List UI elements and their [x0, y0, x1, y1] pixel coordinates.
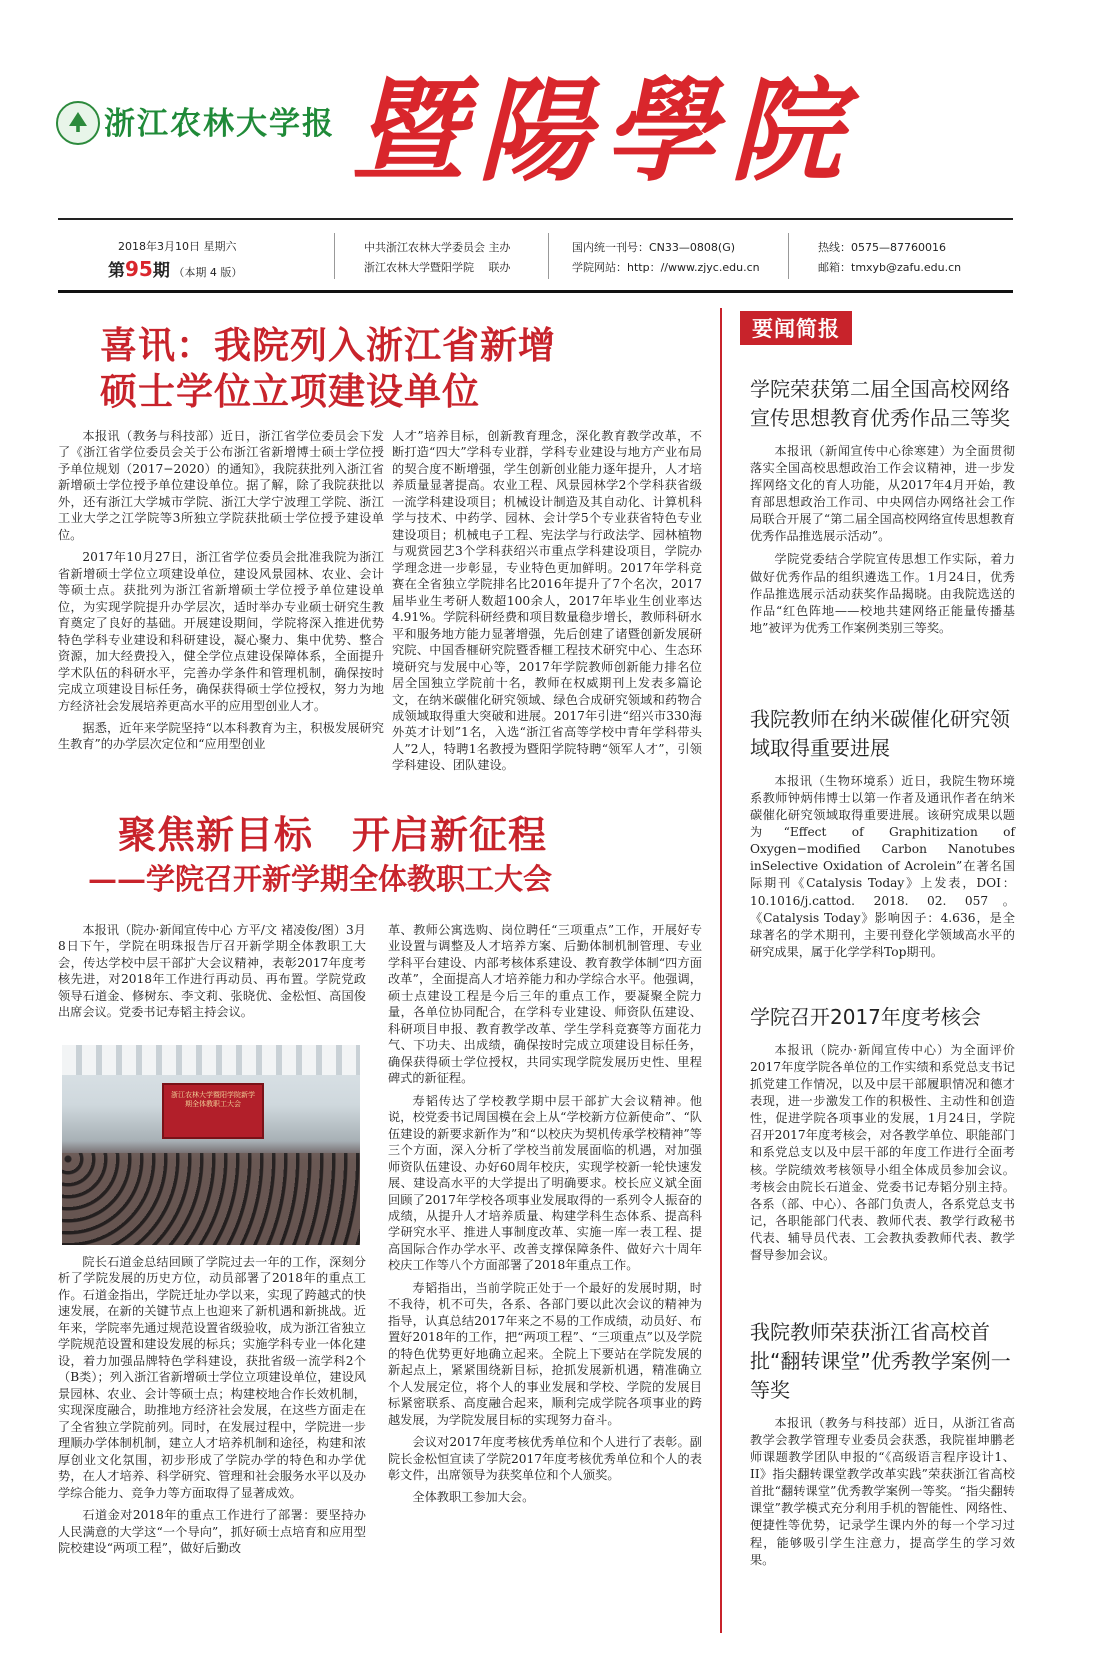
- info-divider: [334, 233, 335, 279]
- issue-info: [108, 254, 242, 285]
- paragraph: 院长石道金总结回顾了学院过去一年的工作，深刻分析了学院发展的历史方位，动员部署了2018年的重点工作。石道金指出，学院迁址办学以来，实现了跨越式的快速发展，在新的关键节点上也迎来了新机遇和新挑战。近年来，学院率先通过规范设置省级验收，成为浙江省独立学院规范设置和建设发展的标兵；实施学科专业一体化建设，着力加强品牌特色学科建设，获批省级一流学科2个（B类）；列入浙江省新增硕士学位立项建设单位，建设风景园林、农业、会计等硕士点；构建校地合作长效机制，实现深度融合，助推地方经济社会发展，在这些方面走在了全省独立学院前列。同时，在发展过程中，学院进一步理顺办学体制机制，建立人才培养机制和途径，构建和浓厚创业文化氛围，初步形成了学院办学的特色和办学优势，在人才培养、科学研究、管理和社会服务水平以及办学综合能力、竞争力等方面取得了显著成效。: [58, 1255, 366, 1500]
- sidebar-tag: 要闻简报: [740, 311, 852, 345]
- edition-info: （本期 4 版）: [173, 266, 243, 279]
- article1-column2: [392, 428, 702, 790]
- hotline-info: 热线：0575—87760016: [818, 241, 946, 254]
- paragraph: 本报讯（新闻宣传中心徐寒建）为全面贯彻落实全国高校思想政治工作会议精神，进一步发挥网络文化的育人功能，从2017年4月开始，教育部思想政治工作司、中央网信办网络社会工作局联合开展了“第二届全国高校网络宣传思想教育优秀作品推选展示活动”。: [750, 444, 1015, 544]
- paragraph: 学院党委结合学院宣传思想工作实际，着力做好优秀作品的组织遴选工作。1月24日，优秀作品推选展示活动获奖作品揭晓。由我院选送的作品“红色阵地——校地共建网络正能量传播基地”被评为优秀工作案例类别三等奖。: [750, 552, 1015, 635]
- host-info: 中共浙江农林大学委员会 主办: [364, 241, 511, 254]
- issue-date: 2018年3月10日 星期六: [118, 240, 237, 253]
- paragraph: 本报讯（院办·新闻宣传中心）为全面评价2017年度学院各单位的工作实绩和系党总支书记抓党建工作情况，以及中层干部履职情况和德才表现，进一步激发工作的积极性、主动性和创造性，促进学院各项事业的发展，1月24日，学院召开2017年度考核会，对各教学单位、职能部门和系党总支以及中层干部的年度工作进行全面考核。学院绩效考核领导小组全体成员参加会议。考核会由院长石道金、党委书记寿韬分别主持。各系（部、中心）、各部门负责人，各系党总支书记，各职能部门代表、教师代表、教学行政秘书代表、辅导员代表、工会教执委教师代表、教学督导参加会议。: [750, 1043, 1015, 1262]
- paragraph: 石道金对2018年的重点工作进行了部署：要坚持办人民满意的大学这“一个导向”，抓好硕士点培育和应用型院校建设“两项工程”，做好后勤改: [58, 1508, 366, 1555]
- website-info: 学院网站：http：//www.zjyc.edu.cn: [572, 261, 760, 274]
- paragraph: 寿韬传达了学校教学期中层干部扩大会议精神。他说，校党委书记周国模在会上从“学校新方位新使命”、“队伍建设的新要求新作为”和“以校庆为契机传承学校精神”等三个方面，深入分析了学校当前发展面临的机遇，对加强师资队伍建设、办好60周年校庆，实现学校新一轮快速发展、建设高水平的大学提出了明确要求。校长应义斌全面回顾了2017年学校各项事业发展取得的一系列令人振奋的成绩，从提升人才培养质量、构建学科生态体系、提高科学研究水平、推进人事制度改革、实施一库一表工程、提高国际合作办学水平、改善支撑保障条件、做好六十周年校庆工作等八个方面部署了2018年重点工作。: [388, 1093, 702, 1273]
- paragraph: 本报讯（教务与科技部）近日，从浙江省高教学会教学管理专业委员会获悉，我院崔坤鹏老师课题教学团队申报的“《高级语言程序设计1、II》指尖翻转课堂教学改革实践”荣获浙江省高校首批“翻转课堂”优秀教学案例一等奖。“指尖翻转课堂”教学模式充分利用手机的智能性、网络性、便捷性等优势，记录学生课内外的每一个学习过程，能够吸引学生注意力，提高学生的学习效果。: [750, 1416, 1015, 1567]
- brief-item: [750, 375, 1015, 643]
- photo-screen-text: 浙江农林大学暨阳学院新学期全体教职工大会: [171, 1091, 255, 1109]
- brief-body: [750, 443, 1015, 637]
- article1-headline: [100, 322, 700, 415]
- info-divider: [548, 233, 549, 279]
- paragraph: 本报讯（院办·新闻宣传中心 方平/文 褚凌俊/图）3月8日下午，学院在明珠报告厅召开新学期全体教职工大会，传达学校中层干部扩大会议精神，表彰2017年度考核先进，对2018年工作进行再动员、再布置。学院党政领导石道金、修树东、李文莉、张晓优、金松恒、高国俊出席会议。党委书记寿韬主持会议。: [58, 923, 366, 1020]
- paragraph: 会议对2017年度考核优秀单位和个人进行了表彰。副院长金松恒宣读了学院2017年度考核优秀单位和个人的表彰文件，出席领导为获奖单位和个人颁奖。: [388, 1435, 702, 1482]
- sidebar-divider: [720, 308, 722, 1633]
- brief-body: [750, 1042, 1015, 1264]
- brief-body: [750, 1415, 1015, 1569]
- email-info: 邮箱：tmxyb@zafu.edu.cn: [818, 261, 962, 274]
- article1-headline-line1: 喜讯：我院列入浙江省新增: [100, 323, 556, 367]
- info-divider: [788, 233, 789, 279]
- brief-item: [750, 705, 1015, 967]
- paragraph: 人才”培养目标，创新教育理念，深化教育教学改革，不断打造“四大”学科专业群，学科专业建设与地方产业布局的契合度不断增强，学生创新创业能力逐年提升，人才培养质量显著提高。农业工程、风景园林学2个学科获省级一流学科建设项目；机械设计制造及其自动化、计算机科学与技术、中药学、园林、会计学5个专业获省特色专业建设项目；机械电子工程、宪法学与行政法学、园林植物与观赏园艺3个学科获绍兴市重点学科建设项目，学院办学理念进一步彰显，专业特色更加鲜明。2017年学科竞赛在全省独立学院排名比2016年提升了7个名次，2017届毕业生考研人数超100余人，2017年毕业生创业率达4.91%。学院科研经费和项目数量稳步增长，教师科研水平和服务地方能力显著增强，先后创建了诸暨创新发展研究院、中国香榧研究院暨香榧工程技术研究中心、生态环境研究与发展中心等，2017年学院教师创新能力排名位居全国独立学院前十名，教师在权威期刊上发表多篇论文，在纳米碳催化研究领域、绿色合成研究领域和药物合成领域取得重大突破和进展。2017年引进“绍兴市330海外英才计划”1名，入选“浙江省高等学校中青年学科带头人”2人，特聘1名教授为暨阳学院特聘“领军人才”，引领学科建设、团队建设。: [392, 429, 702, 773]
- masthead-title: 暨陽學院: [352, 66, 856, 197]
- paper-name: 浙江农林大学报: [104, 106, 335, 142]
- article2-column1-top: [58, 922, 366, 1038]
- paragraph: 2017年10月27日，浙江省学位委员会批准我院为浙江省新增硕士学位立项建设单位，建设风景园林、农业、会计等硕士点。获批列为浙江省新增硕士学位授予单位建设单位，为实现学院提升办学层次，适时举办专业硕士研究生教育奠定了良好的基础。开展建设期间，学院将深入推进优势特色学科专业建设和科研建设，凝心聚力、集中优势、整合资源，加大经费投入，健全学位点建设保障体系，全面提升学术队伍的科研水平，完善办学条件和管理机制，确保按时完成立项建设目标任务，确保获得硕士学位授权，努力为地方经济社会发展培养更高水平的应用型创业人才。: [58, 550, 384, 713]
- issue-suffix: 期: [152, 261, 170, 281]
- paragraph: 寿韬指出，当前学院正处于一个最好的发展时期，时不我待，机不可失，各系、各部门要以此次会议的精神为指导，认真总结2017年来之不易的工作成绩，动员好、布置好2018年的工作，把“两项工程”、“三项重点”以及学院的特色优势更好地确立起来。全院上下要站在学院发展的新起点上，紧紧围绕新目标，抢抓发展新机遇，精准确立个人发展定位，将个人的事业发展和学校、学院的发展目标紧密联系、高度融合起来，顺利完成学院各项事业的跨越发展，为学院发展目标的实现努力奋斗。: [388, 1280, 702, 1427]
- ceiling-lights: [62, 1045, 360, 1075]
- brief-body: [750, 773, 1015, 961]
- article1-column1: [58, 428, 384, 790]
- audience: [62, 1153, 360, 1245]
- paragraph: 本报讯（生物环境系）近日，我院生物环境系教师钟炳伟博士以第一作者及通讯作者在纳米碳催化研究领域取得重要进展。该研究成果以题为“Effect of Graphitization of Oxygen−modified Carbon Nanotubes inSelective Oxidation of Acrolein”在著名国际期刊《Catalysis Today》上发表，DOI：10.1016/j.cattod. 2018. 02. 057。《Catalysis Today》影响因子：4.636，是全球著名的学术期刊，主要刊登化学领域高水平的研究成果，属于化学学科Top期刊。: [750, 774, 1015, 959]
- masthead-top-rule: [58, 218, 1013, 220]
- brief-title: 我院教师在纳米碳催化研究领域取得重要进展: [750, 707, 1010, 760]
- article2-column2: [388, 922, 702, 1634]
- meeting-photo: [62, 1045, 360, 1245]
- paragraph: 据悉，近年来学院坚持“以本科教育为主，积极发展研究生教育”的办学层次定位和“应用型创业: [58, 720, 384, 752]
- paragraph: 全体教职工参加大会。: [412, 1490, 535, 1505]
- paragraph: 革、教师公寓选购、岗位聘任“三项重点”工作，开展好专业设置与调整及人才培养方案、后勤体制机制管理、专业学科平台建设、内部考核体系建设、教育教学体制“四方面改革”，全面提高人才培养能力和办学综合水平。他强调，硕士点建设工程是今后三年的重点工作，要凝聚全院力量，各单位协同配合，在学科专业建设、师资队伍建设、科研项目申报、教育教学改革、学生学科竞赛等方面花力气、下功夫、出成绩，确保按时完成立项建设目标任务，确保获得硕士学位授权，共同实现学院发展历史性、里程碑式的新征程。: [388, 923, 702, 1086]
- school-logo-icon: [56, 101, 100, 145]
- masthead-bottom-rule: [58, 290, 1013, 293]
- issue-number: 95: [125, 257, 153, 281]
- brief-item: [750, 1318, 1015, 1575]
- issue-prefix: 第: [108, 261, 125, 281]
- issn-info: 国内统一刊号：CN33—0808(G): [572, 241, 736, 254]
- article2-headline: 聚焦新目标 开启新征程: [118, 812, 548, 857]
- brief-title: 学院荣获第二届全国高校网络宣传思想教育优秀作品三等奖: [750, 377, 1010, 430]
- brief-item: [750, 1003, 1015, 1270]
- paragraph: 本报讯（教务与科技部）近日，浙江省学位委员会下发了《浙江省学位委员会关于公布浙江省新增博士硕士学位授予单位规划（2017−2020）的通知》，我院获批列入浙江省新增硕士学位授予单位建设单位。据了解，除了我院获批以外，还有浙江大学城市学院、浙江大学宁波理工学院、浙江工业大学之江学院等3所独立学院获批硕士学位授予建设单位。: [58, 429, 384, 542]
- stage-screen: [162, 1083, 264, 1139]
- co-host-info: 浙江农林大学暨阳学院 联办: [364, 261, 511, 274]
- article2-column1-bottom: [58, 1254, 366, 1638]
- article2-subheadline: ——学院召开新学期全体教职工大会: [88, 862, 553, 896]
- brief-title: 我院教师荣获浙江省高校首批“翻转课堂”优秀教学案例一等奖: [750, 1320, 1011, 1402]
- article1-headline-line2: 硕士学位立项建设单位: [100, 369, 480, 414]
- brief-title: 学院召开2017年度考核会: [750, 1005, 981, 1029]
